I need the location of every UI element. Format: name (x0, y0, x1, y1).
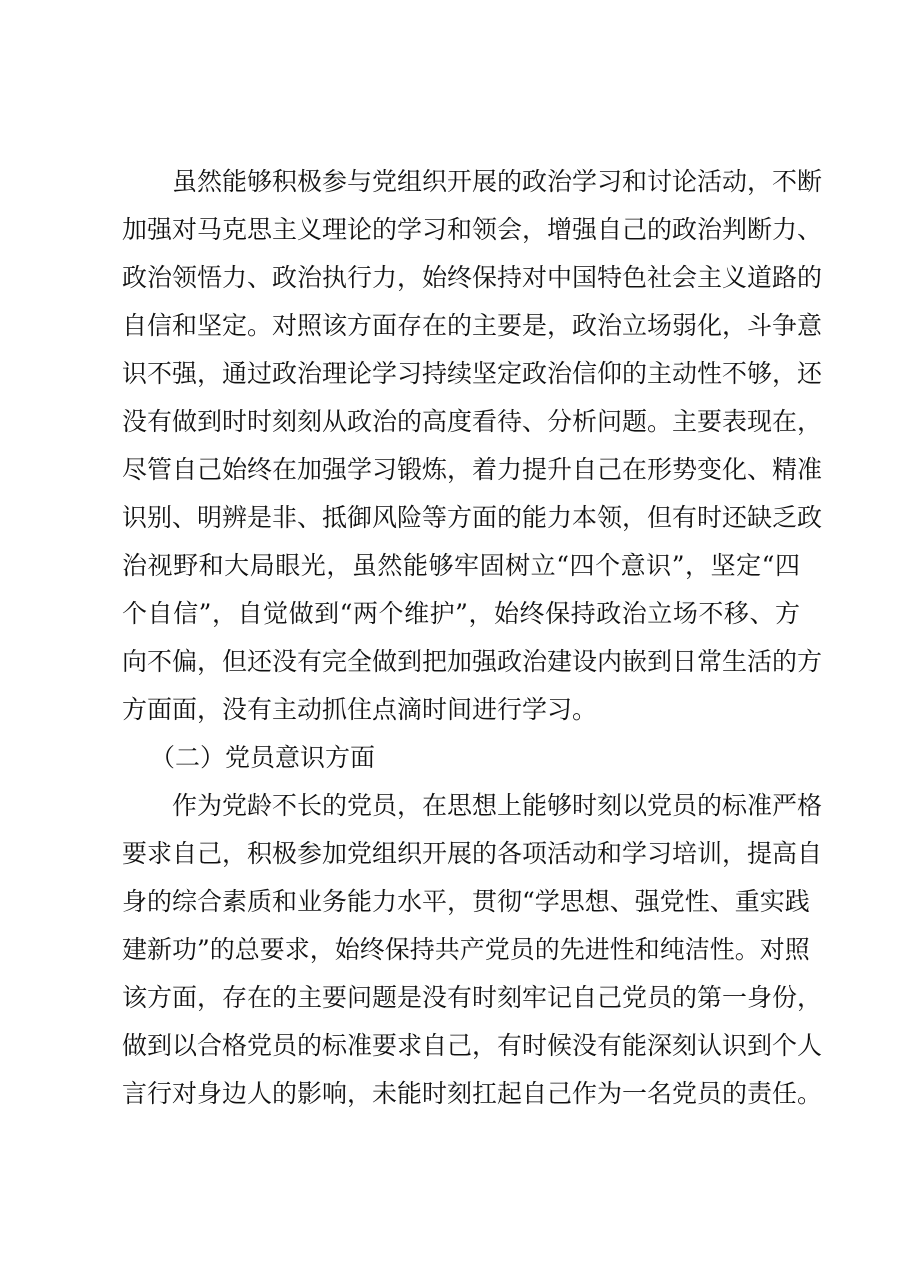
paragraph-line (0, 210, 909, 250)
paragraph-1-line-2: 加强对马克思主义理论的学习和领会，增强自己的政治判断力、 (122, 215, 823, 244)
paragraph-1-line-7: 尽管自己始终在加强学习锻炼，着力提升自己在形势变化、精准 (122, 455, 823, 484)
paragraph-2-line-5: 该方面，存在的主要问题是没有时刻牢记自己党员的第一身份， (122, 983, 823, 1012)
paragraph-2-line-4: 建新功”的总要求，始终保持共产党员的先进性和纯洁性。对照 (122, 935, 810, 964)
paragraph-line (0, 930, 909, 970)
paragraph-line (0, 258, 909, 298)
paragraph-line (0, 306, 909, 346)
paragraph-line (0, 162, 909, 202)
paragraph-2-line-3: 身的综合素质和业务能力水平，贯彻“学思想、强党性、重实践 (122, 887, 810, 916)
paragraph-line (0, 498, 909, 538)
paragraph-1-line-8: 识别、明辨是非、抵御风险等方面的能力本领，但有时还缺乏政 (122, 503, 823, 532)
section-heading-row (0, 738, 909, 778)
paragraph-line (0, 402, 909, 442)
paragraph-line (0, 354, 909, 394)
paragraph-line (0, 546, 909, 586)
paragraph-1-line-6: 没有做到时时刻刻从政治的高度看待、分析问题。主要表现在， (122, 407, 823, 436)
paragraph-line (0, 690, 909, 730)
paragraph-1-line-5: 识不强，通过政治理论学习持续坚定政治信仰的主动性不够，还 (122, 359, 823, 388)
paragraph-line (0, 642, 909, 682)
paragraph-1-line-10: 个自信”，自觉做到“两个维护”，始终保持政治立场不移、方 (122, 599, 800, 628)
paragraph-line (0, 834, 909, 874)
paragraph-line (0, 1026, 909, 1066)
paragraph-1-line-9: 治视野和大局眼光，虽然能够牢固树立“四个意识”，坚定“四 (122, 551, 800, 580)
paragraph-1-line-12: 方面面，没有主动抓住点滴时间进行学习。 (122, 695, 598, 724)
paragraph-2-line-7: 言行对身边人的影响，未能时刻扛起自己作为一名党员的责任。 (122, 1079, 823, 1108)
paragraph-line (0, 978, 909, 1018)
paragraph-2-line-2: 要求自己，积极参加党组织开展的各项活动和学习培训，提高自 (122, 839, 823, 868)
section-heading: （二）党员意识方面 (150, 743, 376, 772)
paragraph-line (0, 450, 909, 490)
paragraph-1-line-4: 自信和坚定。对照该方面存在的主要是，政治立场弱化，斗争意 (122, 311, 823, 340)
paragraph-1-line-1: 虽然能够积极参与党组织开展的政治学习和讨论活动，不断 (172, 167, 823, 196)
paragraph-1-line-11: 向不偏，但还没有完全做到把加强政治建设内嵌到日常生活的方 (122, 647, 823, 676)
paragraph-line (0, 882, 909, 922)
paragraph-line (0, 786, 909, 826)
paragraph-line (0, 1074, 909, 1114)
paragraph-line (0, 594, 909, 634)
paragraph-1-line-3: 政治领悟力、政治执行力，始终保持对中国特色社会主义道路的 (122, 263, 823, 292)
paragraph-2-line-6: 做到以合格党员的标准要求自己，有时候没有能深刻认识到个人 (122, 1031, 823, 1060)
paragraph-2-line-1: 作为党龄不长的党员，在思想上能够时刻以党员的标准严格 (172, 791, 823, 820)
